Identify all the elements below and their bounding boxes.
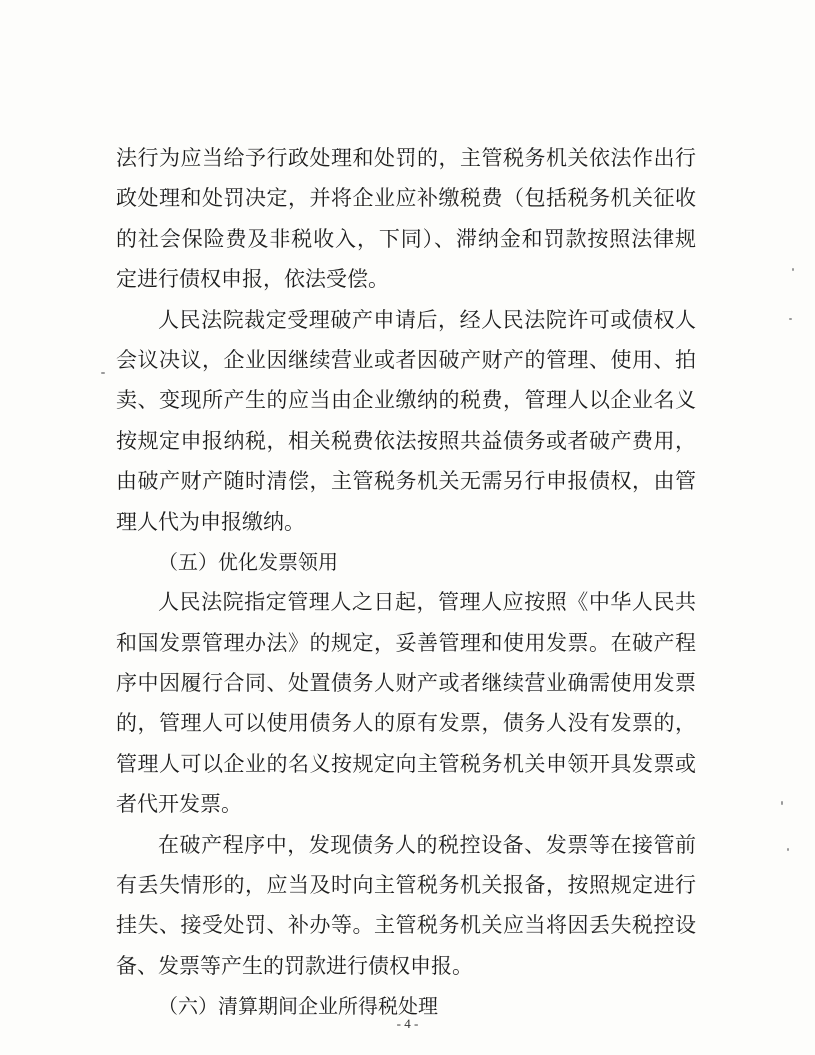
paragraph xyxy=(116,825,696,987)
scan-speck xyxy=(781,801,783,805)
text-line: 管理人可以企业的名义按规定向主管税务机关申领开具发票或 xyxy=(116,751,696,776)
text-line: 按规定申报纳税，相关税费依法按照共益债务或者破产费用， xyxy=(116,428,696,453)
text-line: 挂失、接受处罚、补办等。主管税务机关应当将因丢失税控设 xyxy=(116,913,696,938)
text-line: （五）优化发票领用 xyxy=(158,549,338,574)
paragraph xyxy=(116,300,696,542)
scan-speck xyxy=(787,848,789,851)
text-line: 定进行债权申报，依法受偿。 xyxy=(116,267,389,292)
text-line: 序中因履行合同、处置债务人财产或者继续营业确需使用发票 xyxy=(116,671,696,696)
document-body xyxy=(116,138,696,1027)
text-line: 的，管理人可以使用债务人的原有发票，债务人没有发票的， xyxy=(116,711,696,736)
text-line: 人民法院裁定受理破产申请后，经人民法院许可或债权人 xyxy=(158,307,696,332)
paragraph xyxy=(116,582,696,824)
text-line: 会议决议，企业因继续营业或者因破产财产的管理、使用、拍 xyxy=(116,347,696,372)
text-line: 备、发票等产生的罚款进行债权申报。 xyxy=(116,953,473,978)
text-line: 有丢失情形的，应当及时向主管税务机关报备，按照规定进行 xyxy=(116,873,696,898)
text-line: （六）清算期间企业所得税处理 xyxy=(158,994,438,1019)
text-line: 的社会保险费及非税收入，下同）、滞纳金和罚款按照法律规 xyxy=(116,226,696,251)
text-line: 人民法院指定管理人之日起，管理人应按照《中华人民共 xyxy=(158,590,696,615)
text-line: 卖、变现所产生的应当由企业缴纳的税费，管理人以企业名义 xyxy=(116,388,696,413)
text-line: 由破产财产随时清偿，主管税务机关无需另行申报债权，由管 xyxy=(116,469,696,494)
paragraph xyxy=(116,138,696,300)
text-line: 政处理和处罚决定，并将企业应补缴税费（包括税务机关征收 xyxy=(116,186,696,211)
scan-speck xyxy=(792,268,794,271)
text-line: 者代开发票。 xyxy=(116,792,242,817)
scan-speck xyxy=(101,372,105,374)
page-number: - 4 - xyxy=(396,1016,419,1031)
scan-speck xyxy=(789,318,792,320)
text-line: 法行为应当给予行政处理和处罚的，主管税务机关依法作出行 xyxy=(116,146,696,170)
text-line: 和国发票管理办法》的规定，妥善管理和使用发票。在破产程 xyxy=(116,630,696,655)
text-line: 在破产程序中，发现债务人的税控设备、发票等在接管前 xyxy=(158,832,696,857)
text-line: 理人代为申报缴纳。 xyxy=(116,509,305,534)
section-heading xyxy=(116,542,696,582)
